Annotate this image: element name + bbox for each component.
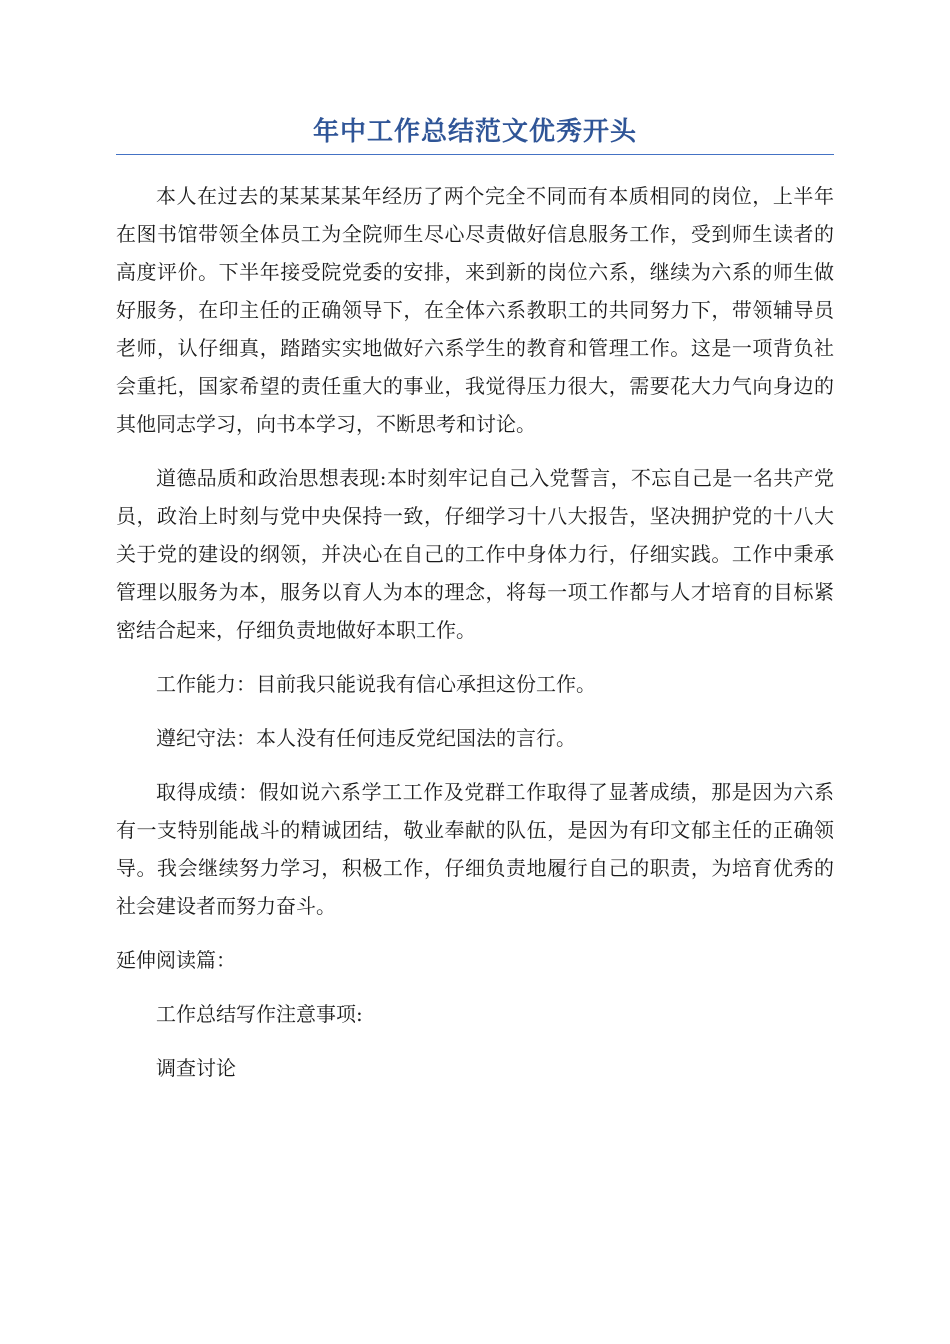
paragraph-intro: 本人在过去的某某某某年经历了两个完全不同而有本质相同的岗位，上半年在图书馆带领全体员工为全院师生尽心尽责做好信息服务工作，受到师生读者的高度评价。下半年接受院党委的安排，来到新的岗位六系，继续为六系的师生做好服务，在印主任的正确领导下，在全体六系教职工的共同努力下，带领辅导员老师，认仔细真，踏踏实实地做好六系学生的教育和管理工作。这是一项背负社会重托，国家希望的责任重大的事业，我觉得压力很大，需要花大力气向身边的其他同志学习，向书本学习，不断思考和讨论。 [116,184,834,436]
document-page [116,112,834,1103]
paragraph-extended-reading: 延伸阅读篇： [116,948,236,972]
paragraph-research: 调查讨论 [156,1056,236,1080]
paragraph-writing-notes: 工作总结写作注意事项: [156,1002,363,1026]
paragraph-discipline: 遵纪守法：本人没有任何违反党纪国法的言行。 [156,726,576,750]
document-title: 年中工作总结范文优秀开头 [312,117,637,147]
paragraph-achievements: 取得成绩：假如说六系学工工作及党群工作取得了显著成绩，那是因为六系有一支特别能战斗的精诚团结，敬业奉献的队伍，是因为有印文郁主任的正确领导。我会继续努力学习，积极工作，仔细负责地履行自己的职责，为培育优秀的社会建设者而努力奋斗。 [116,780,834,918]
paragraph-work-ability: 工作能力：目前我只能说我有信心承担这份工作。 [156,672,596,696]
paragraph-moral-political: 道德品质和政治思想表现:本时刻牢记自己入党誓言，不忘自己是一名共产党员，政治上时刻与党中央保持一致，仔细学习十八大报告，坚决拥护党的十八大关于党的建设的纲领，并决心在自己的工作中身体力行，仔细实践。工作中秉承管理以服务为本，服务以育人为本的理念，将每一项工作都与人才培育的目标紧密结合起来，仔细负责地做好本职工作。 [116,466,834,642]
title-underline [116,154,834,155]
